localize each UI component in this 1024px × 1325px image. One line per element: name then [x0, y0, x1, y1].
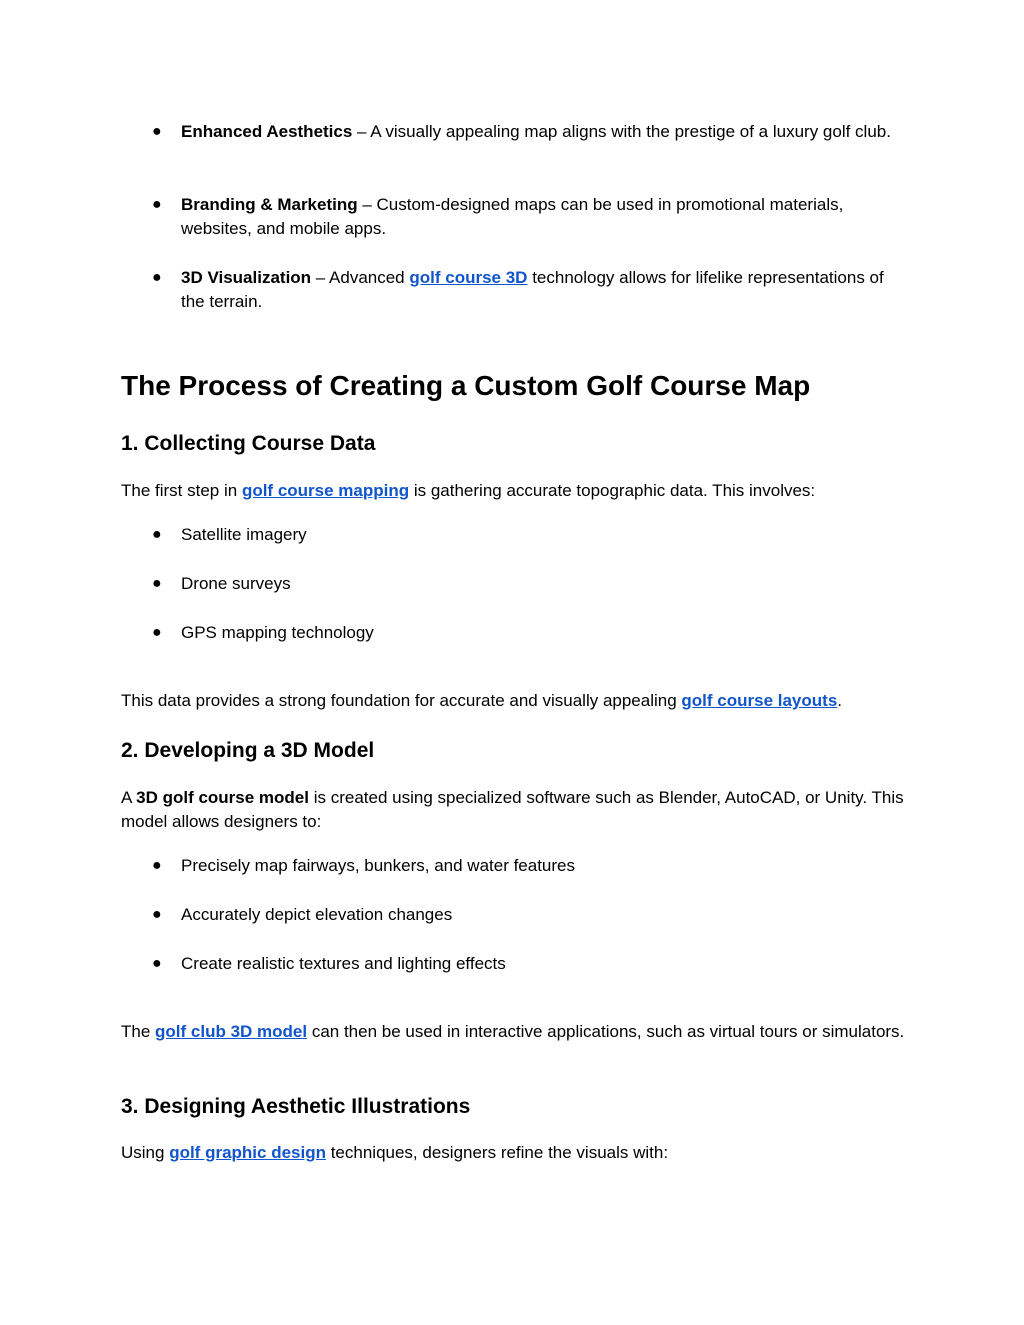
list-item-3d-visualization	[181, 266, 911, 314]
link-golf-club-3d-model[interactable]: golf club 3D model	[155, 1022, 308, 1041]
term-branding-marketing: Branding & Marketing	[181, 195, 358, 214]
paragraph-text: can then be used in interactive applications, such as virtual tours or simulators.	[307, 1022, 905, 1041]
bullet-glyph: ●	[152, 123, 162, 140]
subsection-heading-2: 2. Developing a 3D Model	[121, 739, 375, 762]
link-golf-course-layouts[interactable]: golf course layouts	[681, 691, 838, 710]
link-golf-graphic-design[interactable]: golf graphic design	[169, 1143, 326, 1162]
section-heading: The Process of Creating a Custom Golf Course Map	[121, 370, 811, 401]
list-item: Accurately depict elevation changes	[181, 905, 453, 924]
bullet-glyph: ●	[152, 857, 162, 874]
bullet-glyph: ●	[152, 575, 162, 592]
bullet-glyph: ●	[152, 955, 162, 972]
paragraph-text: Using	[121, 1143, 170, 1162]
list-item: Satellite imagery	[181, 525, 307, 544]
bullet-glyph: ●	[152, 906, 162, 923]
list-item-text: technology allows for lifelike representations of the terrain.	[181, 268, 884, 311]
list-item: Drone surveys	[181, 574, 291, 593]
paragraph-text: A	[121, 788, 137, 807]
paragraph-collecting-outro	[121, 689, 911, 713]
paragraph-collecting-intro	[121, 479, 911, 503]
list-item-enhanced-aesthetics	[181, 120, 911, 144]
paragraph-text: This data provides a strong foundation for accurate and visually appealing	[121, 691, 682, 710]
paragraph-text: techniques, designers refine the visuals with:	[325, 1143, 669, 1162]
term-3d-visualization: 3D Visualization	[181, 268, 312, 287]
paragraph-3d-model-outro	[121, 1020, 911, 1044]
bold-3d-golf-course-model: 3D golf course model	[136, 788, 309, 807]
link-golf-course-mapping[interactable]: golf course mapping	[241, 481, 410, 500]
paragraph-text: The first step in	[121, 481, 242, 500]
paragraph-text: .	[837, 691, 843, 710]
paragraph-text: is created using specialized software such as Blender, AutoCAD, or Unity. This model allows designers to:	[121, 788, 904, 831]
subsection-heading-1: 1. Collecting Course Data	[121, 432, 376, 455]
paragraph-illustrations-intro	[121, 1141, 911, 1165]
list-item-text: – A visually appealing map aligns with the prestige of a luxury golf club.	[352, 122, 891, 141]
list-item-text: – Advanced	[311, 268, 410, 287]
link-golf-course-3d[interactable]: golf course 3D	[409, 268, 528, 287]
list-item: GPS mapping technology	[181, 623, 374, 642]
bullet-glyph: ●	[152, 526, 162, 543]
bullet-glyph: ●	[152, 196, 162, 213]
list-item-text: – Custom-designed maps can be used in promotional materials, websites, and mobile apps.	[181, 195, 844, 238]
list-item: Precisely map fairways, bunkers, and water features	[181, 856, 576, 875]
paragraph-3d-model-intro	[121, 786, 911, 834]
paragraph-text: The	[121, 1022, 156, 1041]
bullet-glyph: ●	[152, 269, 162, 286]
bullet-glyph: ●	[152, 624, 162, 641]
list-item-branding-marketing	[181, 193, 911, 241]
term-enhanced-aesthetics: Enhanced Aesthetics	[181, 122, 353, 141]
subsection-heading-3: 3. Designing Aesthetic Illustrations	[121, 1095, 471, 1118]
list-item: Create realistic textures and lighting effects	[181, 954, 506, 973]
paragraph-text: is gathering accurate topographic data. This involves:	[409, 481, 816, 500]
